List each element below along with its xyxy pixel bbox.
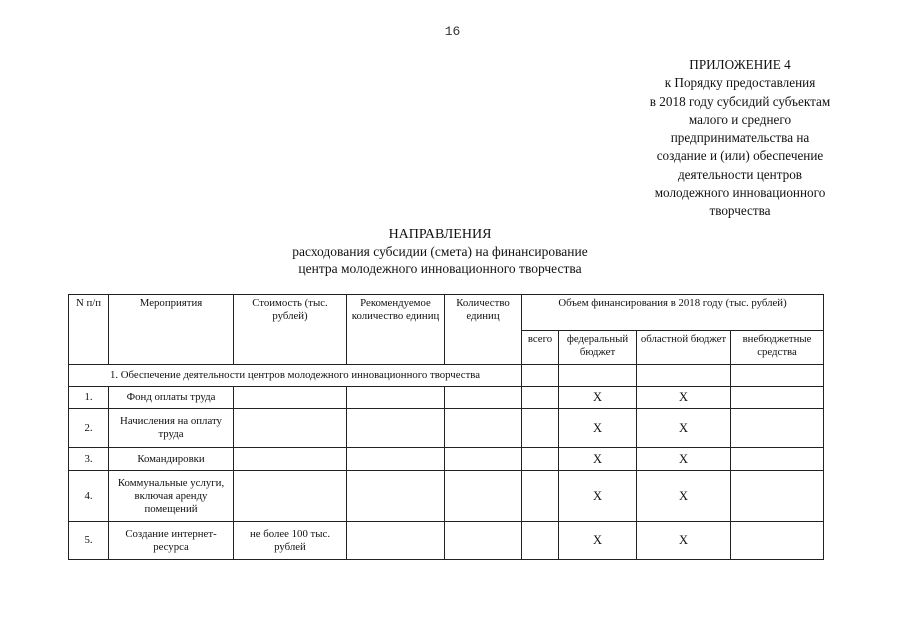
row-regional: X: [637, 471, 731, 522]
row-cost: [234, 387, 347, 409]
appendix-line: молодежного инновационного: [654, 185, 826, 201]
estimate-table: [68, 294, 824, 560]
row-federal: X: [559, 471, 637, 522]
appendix-line: предпринимательства на: [670, 130, 810, 146]
row-qty: [445, 522, 522, 560]
row-total: [522, 471, 559, 522]
row-federal: X: [559, 522, 637, 560]
row-extrabudget: [731, 409, 824, 448]
document-subtitle: центра молодежного инновационного творчества: [298, 261, 582, 276]
row-recommended-qty: [347, 409, 445, 448]
header-funding: Объем финансирования в 2018 году (тыс. рублей): [522, 295, 824, 331]
row-recommended-qty: [347, 522, 445, 560]
row-num: 5.: [69, 522, 109, 560]
row-cost: [234, 471, 347, 522]
row-event: Командировки: [109, 448, 234, 471]
row-federal: X: [559, 448, 637, 471]
row-recommended-qty: [347, 448, 445, 471]
row-num: 2.: [69, 409, 109, 448]
row-regional: X: [637, 448, 731, 471]
table-row: [69, 387, 824, 409]
section-title: 1. Обеспечение деятельности центров молодежного инновационного творчества: [69, 365, 522, 387]
appendix-line: в 2018 году субсидий субъектам: [649, 93, 831, 109]
row-cost: не более 100 тыс. рублей: [234, 522, 347, 560]
table-cell: [522, 365, 559, 387]
row-num: 4.: [69, 471, 109, 522]
table-row: [69, 409, 824, 448]
header-extrabudget: внебюджетные средства: [731, 331, 824, 365]
row-cost: [234, 448, 347, 471]
row-regional: X: [637, 409, 731, 448]
page-number: 16: [444, 24, 461, 39]
row-total: [522, 409, 559, 448]
row-extrabudget: [731, 448, 824, 471]
document-heading: [160, 226, 720, 277]
header-federal: федеральный бюджет: [559, 331, 637, 365]
row-num: 1.: [69, 387, 109, 409]
header-qty: Количество единиц: [445, 295, 522, 365]
row-extrabudget: [731, 387, 824, 409]
table-row: [69, 522, 824, 560]
appendix-line: творчества: [709, 203, 771, 219]
row-cost: [234, 409, 347, 448]
table-cell: [637, 365, 731, 387]
table-row: [69, 471, 824, 522]
header-regional: областной бюджет: [637, 331, 731, 365]
header-total: всего: [522, 331, 559, 365]
row-event: Начисления на оплату труда: [109, 409, 234, 448]
appendix-line: малого и среднего: [688, 111, 792, 127]
row-event: Фонд оплаты труда: [109, 387, 234, 409]
document-title: НАПРАВЛЕНИЯ: [388, 227, 492, 242]
header-event: Мероприятия: [109, 295, 234, 365]
row-recommended-qty: [347, 471, 445, 522]
row-event: Создание интернет-ресурса: [109, 522, 234, 560]
row-federal: X: [559, 409, 637, 448]
row-event: Коммунальные услуги, включая аренду помещений: [109, 471, 234, 522]
row-num: 3.: [69, 448, 109, 471]
row-qty: [445, 387, 522, 409]
appendix-line: ПРИЛОЖЕНИЕ 4: [689, 57, 791, 72]
row-recommended-qty: [347, 387, 445, 409]
row-extrabudget: [731, 471, 824, 522]
row-qty: [445, 409, 522, 448]
header-row: [69, 295, 824, 331]
appendix-line: деятельности центров: [677, 166, 803, 182]
row-regional: X: [637, 387, 731, 409]
header-cost: Стоимость (тыс. рублей): [234, 295, 347, 365]
row-total: [522, 387, 559, 409]
row-regional: X: [637, 522, 731, 560]
row-qty: [445, 471, 522, 522]
table-cell: [559, 365, 637, 387]
row-extrabudget: [731, 522, 824, 560]
appendix-line: создание и (или) обеспечение: [656, 148, 824, 164]
header-recommended-qty: Рекомендуемое количество единиц: [347, 295, 445, 365]
document-subtitle: расходования субсидии (смета) на финансирование: [292, 244, 588, 259]
row-qty: [445, 448, 522, 471]
table-row: [69, 448, 824, 471]
header-num: N п/п: [69, 295, 109, 365]
row-total: [522, 522, 559, 560]
section-row: [69, 365, 824, 387]
appendix-block: [610, 56, 870, 221]
row-total: [522, 448, 559, 471]
appendix-line: к Порядку предоставления: [664, 75, 816, 91]
table-cell: [731, 365, 824, 387]
row-federal: X: [559, 387, 637, 409]
